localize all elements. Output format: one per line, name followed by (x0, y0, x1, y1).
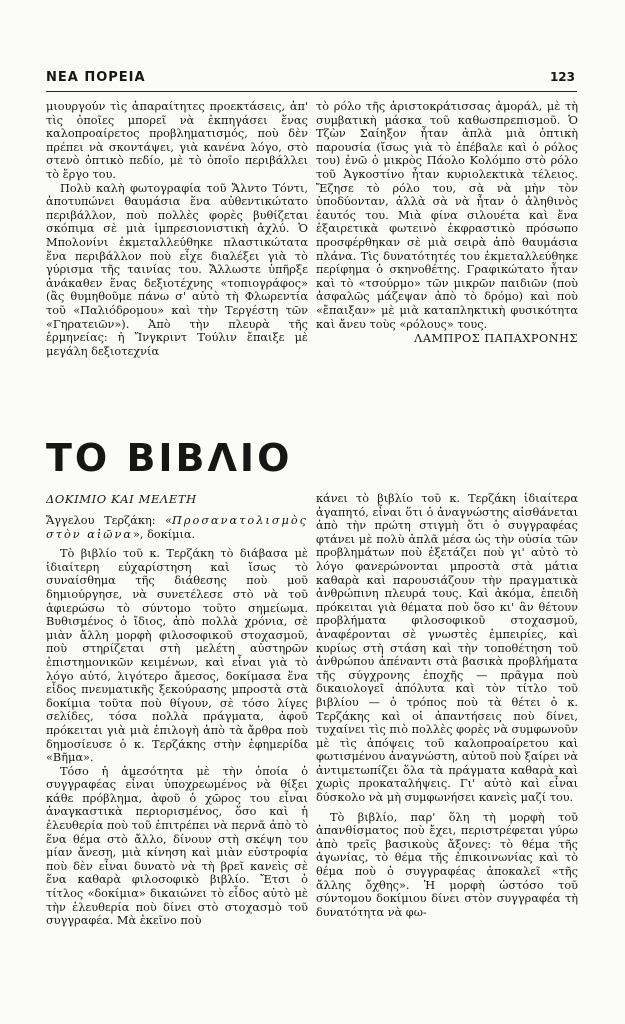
header-rule (46, 91, 577, 92)
film-review-column-right (316, 100, 578, 422)
book-review-column-right (316, 492, 578, 986)
paragraph: Τόσο ἡ ἀμεσότητα μὲ τὴν ὁποία ὁ συγγραφέας εἶναι ὑποχρεωμένος νὰ θίξει κάθε πρόβλημα, ἀφοῦ ὁ χῶρος του εἶναι ἀναγκαστικὰ περιορισμένος, ὅσο καὶ ἡ ἐλευθερία ποὺ τοῦ ἐπιτρέπει νὰ περνᾶ ἀπὸ τὸ ἕνα θέμα στὸ ἄλλο, δίνουν στὴ σκέψη του μίαν ἄνεση, μιὰ κίνηση καὶ μιὰν εὐστροφία ποὺ δὲν εἶναι δυνατὸ νὰ τὴ βρεῖ κανεὶς σὲ ἕνα καθαρὰ φιλοσοφικὸ βιβλίο. Ἔτσι ὁ τίτλος «δοκίμια» δικαιώνει τὸ εἶδος αὐτὸ μὲ τὴν ἐλευθερία ποὺ δίνει στὸ στοχασμὸ τοῦ συγγραφέα. Μὰ ἐκεῖνο ποὺ (46, 764, 308, 928)
paragraph: κάνει τὸ βιβλίο τοῦ κ. Τερζάκη ἰδιαίτερα ἀγαπητό, εἶναι ὅτι ὁ ἀναγνώστης αἰσθάνεται ἀπὸ τὴν πρώτη στιγμὴ ὅτι ὁ συγγραφέας φτάνει μὲ πολὺ ἁπλᾶ μέσα ὡς τὴν οὐσία τῶν προβλημάτων ποὺ ἐξετάζει ποὺ γι' αὐτὸ τὸ λόγο φανερώνονται μπροστὰ στὰ μάτια καθαρὰ καὶ παρουσιάζουν τὴν πραγματικὰ ἀνθρώπινη πλευρά τους. Καὶ ἀκόμα, ἐπειδὴ πρόκειται γιὰ θέματα ποὺ ὅσο κι' ἂν θέτουν προβλήματα φιλοσοφικοῦ στοχασμοῦ, ἀναφέρονται σὲ γνωστὲς ἐμπειρίες, καὶ κυρίως στὴ στάση καὶ τὴν τοποθέτηση τοῦ ἀνθρώπου ἀπέναντι στὰ βασικὰ προβλήματα τῆς σύγχρονης ἐποχῆς — πρᾶγμα ποὺ δικαιολογεῖ ἀπόλυτα καὶ τὸν τίτλο τοῦ βιβλίου — ὁ τρόπος ποὺ τὰ θέτει ὁ κ. Τερζάκης καὶ οἱ ἀπαντήσεις ποὺ δίνει, τυχαίνει τὶς πιὸ πολλὲς φορὲς νὰ συμφωνοῦν μὲ τὶς ἀπόψεις τοῦ καλοπροαίρετου καὶ φωτισμένου ἀναγνώστη, αὐτοῦ ποὺ ξαίρει νὰ ἀντιμετωπίζει ὅλα τὰ πράγματα καθαρὰ καὶ χωρὶς προκαταλήψεις. Γι' αὐτὸ καὶ εἶναι δύσκολο νὰ μὴ συμφωνήσει κανεὶς μαζί του. (316, 492, 578, 805)
citation-suffix: », δοκίμια. (133, 527, 196, 541)
journal-title: ΝΕΑ ΠΟΡΕΙΑ (46, 70, 146, 85)
section-title: ΤΟ ΒΙΒΛΙΟ (46, 436, 293, 480)
page-number: 123 (549, 70, 575, 84)
author-signature: ΛΑΜΠΡΟΣ ΠΑΠΑΧΡΟΝΗΣ (414, 332, 578, 346)
book-citation (46, 514, 308, 541)
paragraph: Πολὺ καλὴ φωτογραφία τοῦ Ἄλντο Τόντι, ἀποτυπώνει θαυμάσια ἕνα αὐθεντικώτατο περιβάλλον, ποὺ πολλὲς φορὲς βυθίζεται σκόπιμα σὲ μιὰ ἰμπρεσιονιστικὴ ἀχλύ. Ὁ Μπολονίνι ἐκμεταλλεύθηκε πλαστικώτατα ἕνα περιβάλλον ποὺ εἶχε διαλέξει γιὰ τὸ γύρισμα τῆς ταινίας του. Ἄλλωστε ὑπῆρξε ἀνάκαθεν ἕνας δεξιοτέχνης «τοπιογράφος» (ἂς θυμηθοῦμε πάνω σ' αὐτὸ τὴ Φλωρεντία τοῦ «Παλιόδρομου» καὶ τὴν Τεργέστη τῶν «Γηρατειῶν»). Ἀπὸ τὴν πλευρὰ τῆς ἑρμηνείας: ἡ Ἴνγκριντ Τούλιν ἔπαιξε μὲ μεγάλη δεξιοτεχνία (46, 181, 308, 358)
citation-prefix: Ἄγγελου Τερζάκη: « (46, 514, 173, 527)
paragraph: μιουργούν τὶς ἀπαραίτητες προεκτάσεις, ἀπ' τὶς ὁποῖες μπορεῖ νὰ ἐκπηγάσει ἕνας καλοπροαίρετος προβληματισμός, ποὺ δὲν πρέπει νὰ σκοντάψει, γιὰ κανένα λόγο, στὸ στενὸ ὀπτικὸ πεδίο, μὲ τὸ ὁποῖο περιβάλλει τὸ ἔργο του. (46, 100, 308, 181)
paragraph: Τὸ βιβλίο, παρ' ὅλη τὴ μορφὴ τοῦ ἀπανθίσματος ποὺ ἔχει, περιστρέφεται γύρω ἀπὸ τρεῖς βασικοὺς ἄξονες: τὸ θέμα τῆς ἀγωνίας, τὸ θέμα τῆς ἐπικοινωνίας καὶ τὸ θέμα ποὺ ὁ συγγραφέας ἀποκαλεῖ «τῆς ἄλλης ὄχθης». Ἡ μορφὴ ὡστόσο τοῦ σύντομου δοκίμιου δίνει στὸν συγγραφέα τὴ δυνατότητα νὰ φω- (316, 810, 578, 919)
paragraph: τὸ ρόλο τῆς ἀριστοκράτισσας ἀμοράλ, μὲ τὴ συμβατικὴ μάσκα τοῦ καθωσπρεπισμοῦ. Ὁ Τζὼν Σαίηξον ἦταν ἀπλὰ μιὰ ὀπτικὴ παρουσία (ἴσως γιὰ τὸ ἐπέβαλε καὶ ὁ ρόλος του) ἐνῶ ὁ μικρὸς Πάολο Κολόμπο στὸ ρόλο τοῦ Ἀγκοστίνο ἦταν κυριολεκτικὰ τέλειος. Ἔζησε τὸ ρόλο του, σὰ νὰ μὴν τὸν ὑποδύονταν, ἀλλὰ σὰ νὰ ἦταν ὁ ἀληθινὸς ἑαυτός του. Μιὰ φίνα σιλουέτα καὶ ἕνα ἐξαιρετικὰ φωτεινὸ ἐκφραστικὸ πρόσωπο προσφέρθηκαν σὲ μιὰ σειρὰ ἀπὸ θαυμάσια πλάνα. Τὶς δυνατότητές του ἐκμεταλλεύθηκε περίφημα ὁ σκηνοθέτης. Γραφικώτατο ἦταν καὶ τὸ «τσούρμο» τῶν μικρῶν παιδιῶν (ποὺ ἀσφαλῶς μάζεψαν ἀπὸ τὸ δρόμο) καὶ ποὺ «ἔπαιξαν» μὲ μιὰ καταπληκτικὴ φυσικότητα καὶ ἄνευ τοὺς «ρόλους» τους. (316, 100, 578, 331)
paragraph: Τὸ βιβλίο τοῦ κ. Τερζάκη τὸ διάβασα μὲ ἰδιαίτερη εὐχαρίστηση καὶ ἴσως τὸ συναίσθημα τῆς διάθεσης ποὺ μοῦ δημιούργησε, νὰ συνετέλεσε στὸ νὰ τοῦ ἀφιερώσω τὸ σύντομο τοῦτο σημείωμα. Βυθισμένος ὁ ἴδιος, ἀπὸ πολλὰ χρόνια, σὲ μιὰν ἄλλη μορφὴ φιλοσοφικοῦ στοχασμοῦ, ποὺ στηρίζεται στὴ μελέτη αὐστηρῶν ἐπιστημονικῶν κειμένων, καὶ εἶναι γιὰ τὸ λόγο αὐτό, λιγότερο ἄμεσος, δοκίμασα ἕνα εἶδος πνευματικῆς ξεκούρασης μπροστὰ στὰ δοκίμια τοῦτα ποὺ θίγουν, σὲ τόσο λίγες σελίδες, τόσα πολλὰ πράγματα, ἀφοῦ πρόκειται γιὰ μιὰ ἐπιλογὴ ἀπὸ τὰ ἄρθρα ποὺ δημοσίευσε ὁ κ. Τερζάκης στὴν ἐφημερίδα «Βῆμα». (46, 547, 308, 765)
book-review-column-left (46, 514, 308, 986)
book-title: Προσανατολισμὸς στὸν αἰῶνα (46, 514, 308, 541)
film-review-column-left (46, 100, 308, 414)
section-subheading: ΔΟΚΙΜΙΟ ΚΑΙ ΜΕΛΕΤΗ (46, 492, 197, 506)
